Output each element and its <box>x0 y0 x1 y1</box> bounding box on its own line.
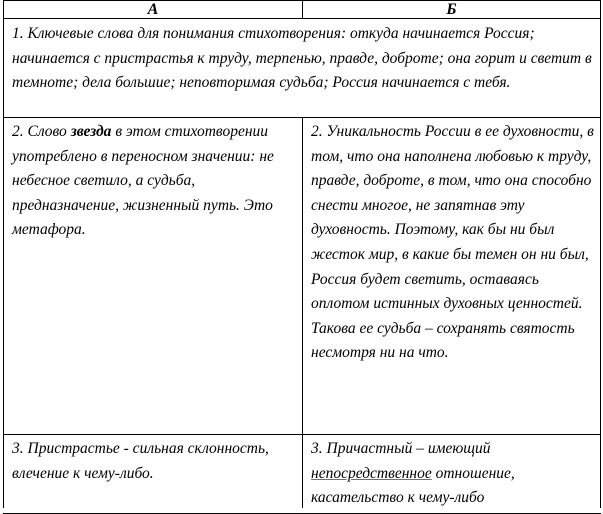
bottom-crop-edge <box>0 508 603 513</box>
cell-prichastny <box>303 435 601 514</box>
keyword-zvezda: звезда <box>70 123 112 140</box>
cell-keywords <box>4 19 601 118</box>
column-header-a: А <box>4 1 303 19</box>
cell-uniqueness <box>303 118 601 435</box>
prichastny-text <box>303 435 600 511</box>
prichastny-prefix: 3. Причастный – имеющий <box>311 440 491 457</box>
header-row <box>4 1 601 19</box>
table-row <box>4 19 601 118</box>
table-row <box>4 435 601 514</box>
prichastny-suffix: отношение, касательство к чему-либо <box>311 464 515 507</box>
pristrastye-text: 3. Пристрастье - сильная склонность, влечение к чему-либо. <box>12 440 269 482</box>
column-header-b: Б <box>303 1 601 19</box>
cell-pristrastye <box>4 435 303 514</box>
definitions-table <box>3 0 601 514</box>
metaphor-text <box>4 118 302 243</box>
metaphor-prefix: 2. Слово <box>12 123 71 140</box>
uniqueness-text: 2. Уникальность России в ее духовности, в том, что она наполнена любовью к труду, правде, доброте, в том, что она способно снести многое, не запятнав эту духовность. Поэтому, как бы ни был жесток мир, в какие бы темен он ни был, Россия будет светить, оставаясь оплотом истинных духовных ценностей. Такова ее судьба – сохранять святость несмотря ни на что. <box>311 123 594 362</box>
keywords-text: 1. Ключевые слова для понимания стихотворения: откуда начинается Россия; начинается с пристрастья к труду, терпенью, правде, доброте; она горит и светит в темноте; дела большие; неповторимая судьба; Россия начинается с тебя. <box>12 25 592 92</box>
table-row <box>4 118 601 435</box>
cell-metaphor <box>4 118 303 435</box>
metaphor-suffix: в этом стихотворении употреблено в переносном значении: не небесное светило, а судьба, предназначение, жизненный путь. Это метафора. <box>12 123 274 239</box>
spellcheck-underlined-word: непосредственное <box>311 464 432 482</box>
